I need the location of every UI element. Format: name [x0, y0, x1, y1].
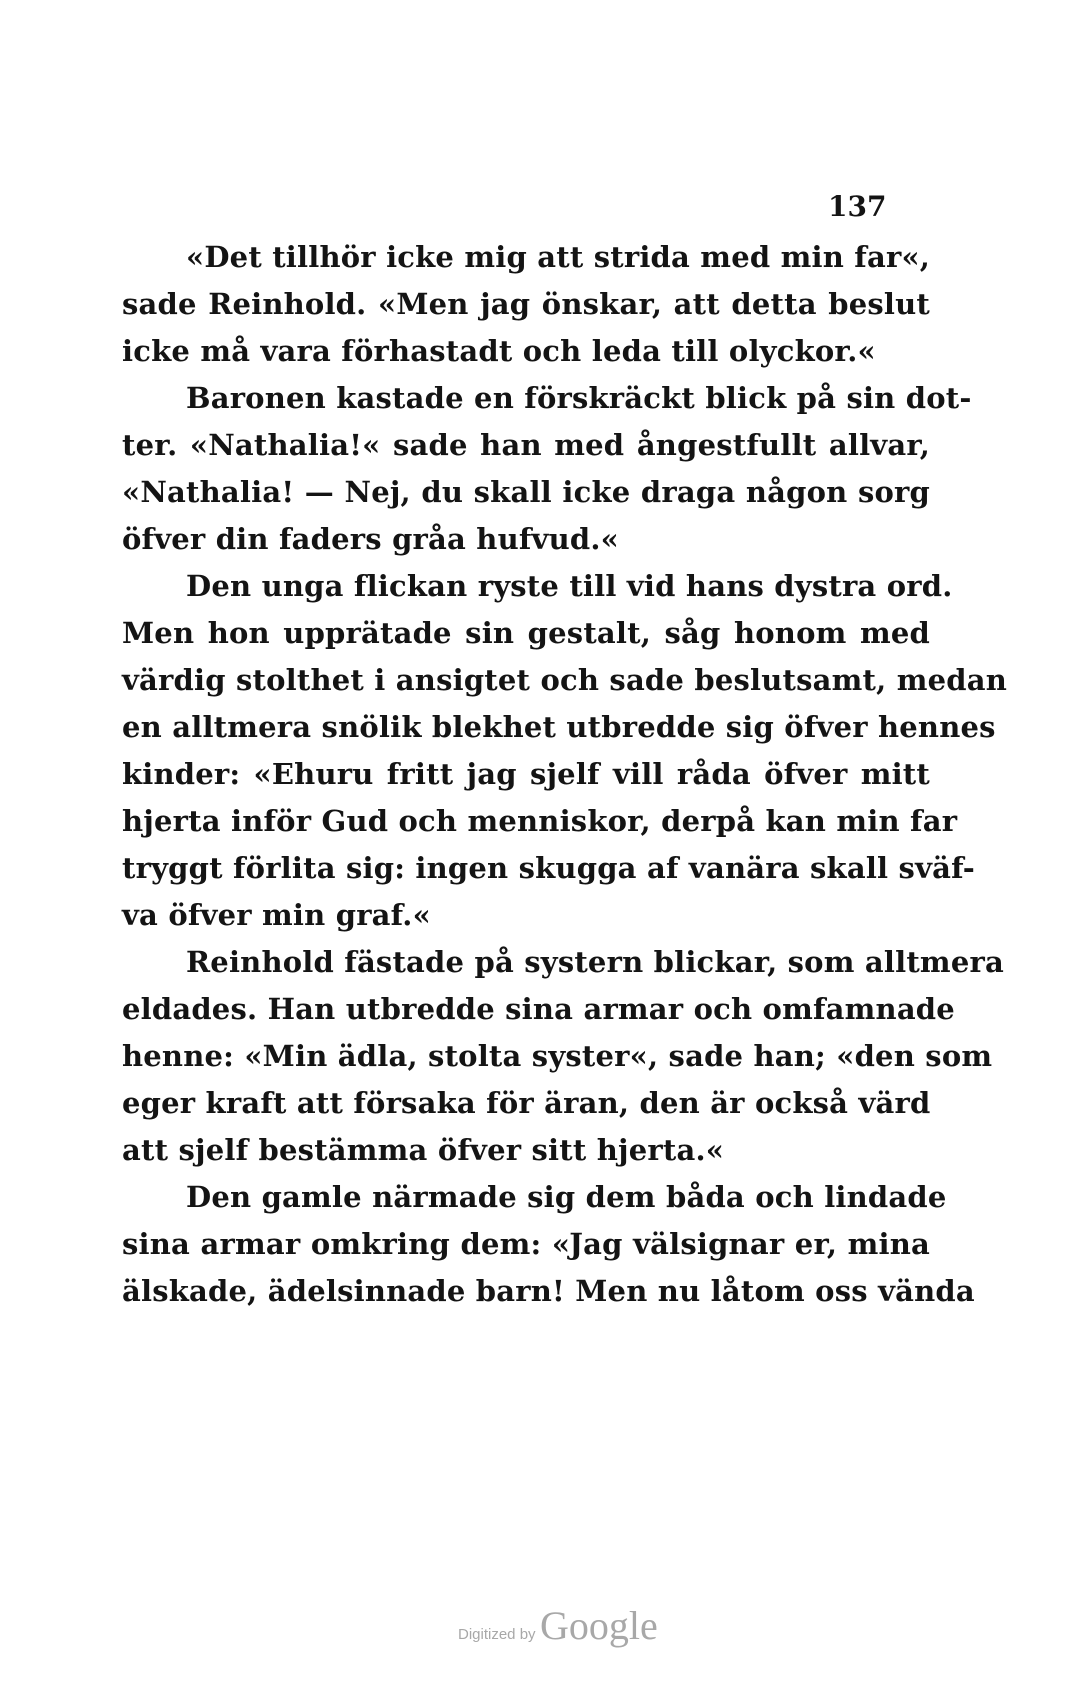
- text-line: Baronen kastade en förskräckt blick på sin dot-: [186, 381, 972, 415]
- text-line: kinder: «Ehuru fritt jag sjelf vill råda öfver mitt: [122, 757, 930, 791]
- text-line: sina armar omkring dem: «Jag välsignar er, mina: [122, 1227, 930, 1261]
- text-line: sade Reinhold. «Men jag önskar, att detta beslut: [122, 287, 930, 321]
- text-line: «Nathalia! — Nej, du skall icke draga någon sorg: [122, 475, 930, 509]
- text-line: ter. «Nathalia!« sade han med ångestfullt allvar,: [122, 428, 930, 462]
- text-line: Den gamle närmade sig dem båda och lindade: [186, 1180, 947, 1214]
- text-line: va öfver min graf.«: [122, 898, 431, 932]
- text-line: älskade, ädelsinnade barn! Men nu låtom oss vända: [122, 1274, 975, 1308]
- text-line: att sjelf bestämma öfver sitt hjerta.«: [122, 1133, 725, 1167]
- text-line: hjerta inför Gud och menniskor, derpå kan min far: [122, 804, 958, 838]
- watermark-prefix: Digitized by: [458, 1626, 536, 1643]
- page-number: 137: [828, 190, 887, 223]
- text-line: tryggt förlita sig: ingen skugga af vanära skall sväf-: [122, 851, 975, 885]
- text-line: eldades. Han utbredde sina armar och omfamnade: [122, 992, 955, 1026]
- text-line: Reinhold fästade på systern blickar, som alltmera: [186, 945, 1004, 979]
- text-line: eger kraft att försaka för äran, den är också värd: [122, 1086, 931, 1120]
- text-line: Men hon upprätade sin gestalt, såg honom med: [122, 616, 930, 650]
- digitized-watermark: [458, 1602, 658, 1662]
- text-line: en alltmera snölik blekhet utbredde sig öfver hennes: [122, 710, 996, 744]
- text-line: öfver din faders gråa hufvud.«: [122, 522, 619, 556]
- text-line: henne: «Min ädla, stolta syster«, sade han; «den som: [122, 1039, 993, 1073]
- text-line: värdig stolthet i ansigtet och sade beslutsamt, medan: [122, 663, 1007, 697]
- text-line: Den unga flickan ryste till vid hans dystra ord.: [186, 569, 953, 603]
- text-line: icke må vara förhastadt och leda till olyckor.«: [122, 334, 876, 368]
- text-line: «Det tillhör icke mig att strida med min far«,: [186, 240, 931, 274]
- google-logo: Google: [540, 1603, 658, 1648]
